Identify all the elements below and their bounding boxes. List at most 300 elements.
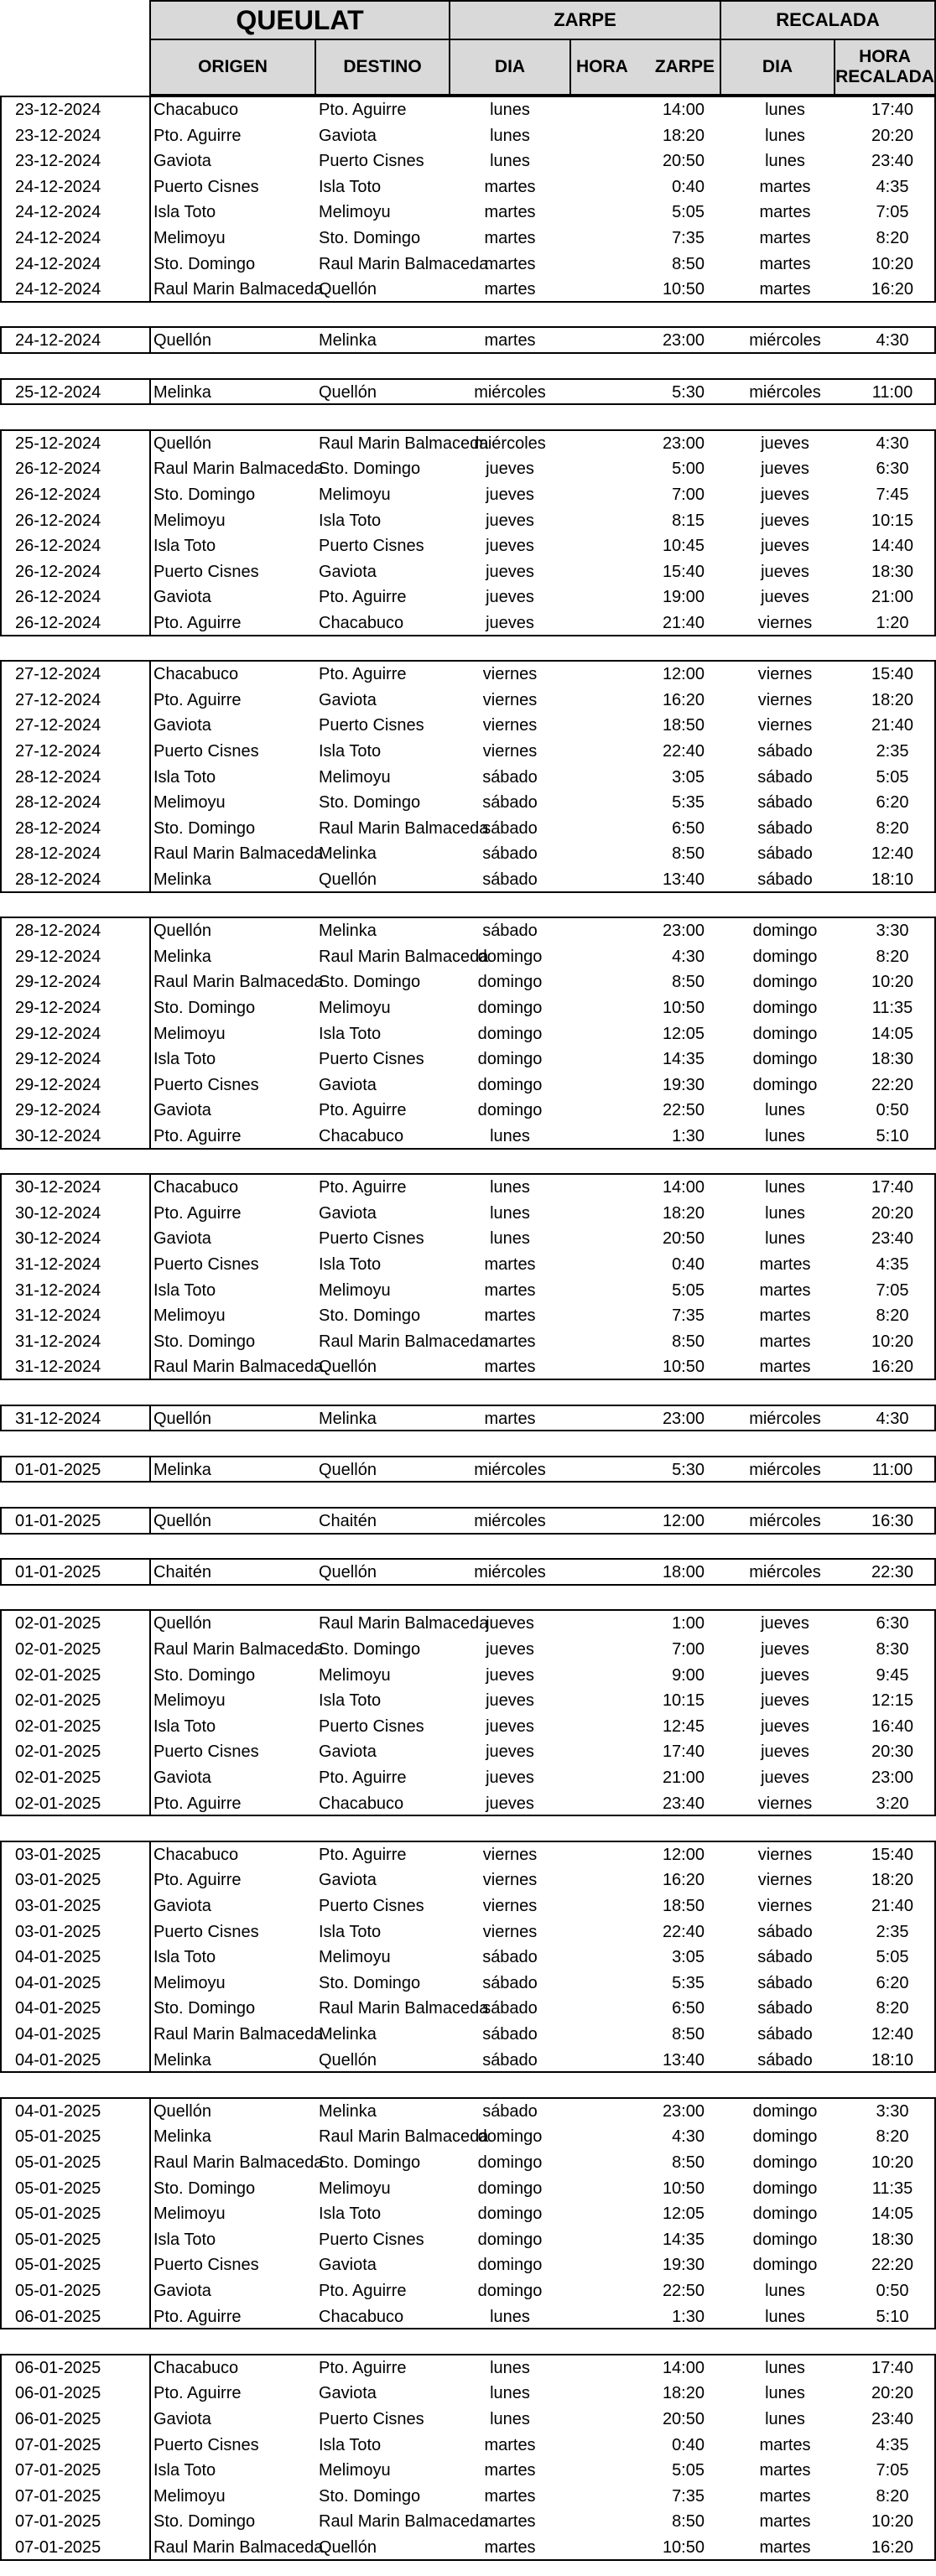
hora-recalada-cell: 8:20 (876, 2127, 909, 2147)
origen-cell: Pto. Aguirre (153, 690, 242, 709)
destino-cell: Sto. Domingo (319, 1639, 421, 1659)
dia-recalada-cell: domingo (752, 998, 818, 1017)
destino-cell: Isla Toto (319, 511, 382, 530)
dia-recalada-cell: jueves (761, 562, 809, 581)
schedule-row (0, 1406, 936, 1432)
dia-zarpe-cell: jueves (486, 588, 534, 607)
origen-cell: Melimoyu (153, 2486, 226, 2506)
hora-zarpe-cell: 1:30 (672, 2307, 705, 2326)
origen-cell: Gaviota (153, 1101, 211, 1120)
date-cell: 02-01-2025 (15, 1742, 101, 1762)
origen-cell: Raul Marin Balmaceda (153, 280, 324, 299)
dia-zarpe-cell: viernes (482, 665, 538, 684)
hora-recalada-cell: 17:40 (871, 101, 914, 119)
dia-zarpe-cell: martes (484, 2486, 536, 2506)
hora-recalada-cell: 10:20 (871, 254, 914, 273)
dia-recalada-cell: miércoles (749, 1563, 821, 1582)
destino-cell: Isla Toto (319, 1024, 382, 1043)
schedule-row (0, 2278, 936, 2304)
schedule-row (0, 431, 936, 457)
hora-recalada-cell: 11:00 (871, 382, 913, 402)
dia-zarpe-cell: sábado (482, 870, 538, 889)
hora-recalada-cell: 14:05 (871, 1024, 914, 1043)
date-cell: 27-12-2024 (15, 741, 101, 761)
hora-recalada-cell: 18:10 (871, 870, 914, 889)
dia-recalada-cell: domingo (752, 922, 818, 941)
schedule-row (0, 995, 936, 1021)
hora-recalada-cell: 7:05 (876, 203, 909, 222)
hora-zarpe-cell: 12:00 (662, 1512, 705, 1530)
origen-cell: Isla Toto (153, 1050, 216, 1069)
dia-recalada-cell: jueves (761, 1614, 809, 1633)
destino-cell: Gaviota (319, 562, 377, 581)
vessel-title: QUEULAT (149, 0, 450, 40)
origen-cell: Puerto Cisnes (153, 1254, 259, 1274)
destino-cell: Pto. Aguirre (319, 1101, 407, 1120)
date-cell: 05-01-2025 (15, 2281, 101, 2300)
schedule-row (0, 2124, 936, 2150)
destino-cell: Isla Toto (319, 1922, 382, 1941)
origen-cell: Pto. Aguirre (153, 1126, 242, 1145)
destino-cell: Chacabuco (319, 1126, 404, 1145)
destino-cell: Raul Marin Balmaceda (319, 254, 489, 273)
trip-group (0, 326, 936, 354)
hora-zarpe-cell: 6:50 (672, 818, 705, 838)
origen-cell: Quellón (153, 922, 211, 941)
hora-zarpe-cell: 4:30 (672, 2127, 705, 2147)
hora-recalada-cell: 17:40 (871, 2358, 914, 2377)
schedule-row (0, 1175, 936, 1201)
dia-recalada-cell: lunes (765, 1101, 805, 1120)
date-cell: 24-12-2024 (15, 331, 101, 351)
date-cell: 07-01-2025 (15, 2461, 101, 2480)
origen-cell: Quellón (153, 2101, 211, 2121)
hora-zarpe-cell: 0:40 (672, 1254, 705, 1274)
dia-zarpe-cell: martes (484, 177, 536, 196)
trip-group (0, 378, 936, 406)
hora-recalada-cell: 16:20 (871, 1358, 914, 1377)
hora-zarpe-cell: 23:00 (662, 331, 705, 351)
dia-recalada-cell: viernes (757, 690, 813, 709)
trip-group (0, 917, 936, 1149)
hora-recalada-cell: 3:30 (876, 2101, 909, 2121)
date-cell: 07-01-2025 (15, 2512, 101, 2532)
dia-zarpe-cell: lunes (490, 1229, 530, 1249)
hora-recalada-cell: 10:20 (871, 2512, 914, 2532)
date-cell: 06-01-2025 (15, 2307, 101, 2326)
dia-recalada-cell: domingo (752, 973, 818, 992)
origen-cell: Raul Marin Balmaceda (153, 1639, 324, 1659)
hora-recalada-cell: 6:20 (876, 793, 909, 813)
hora-recalada-cell: 21:00 (871, 588, 914, 607)
date-cell: 05-01-2025 (15, 2256, 101, 2275)
origen-cell: Quellón (153, 331, 211, 351)
hora-recalada-cell: 18:30 (871, 2230, 914, 2249)
hora-zarpe-cell: 18:20 (662, 1203, 705, 1223)
hora-zarpe-cell: 5:05 (672, 1280, 705, 1300)
destino-cell: Quellón (319, 1563, 377, 1582)
hora-recalada-cell: 4:30 (876, 434, 909, 453)
schedule-row (0, 1072, 936, 1098)
origen-cell: Pto. Aguirre (153, 126, 242, 145)
hora-recalada-cell: 14:05 (871, 2205, 914, 2224)
origen-cell: Puerto Cisnes (153, 562, 259, 581)
origen-cell: Gaviota (153, 2409, 211, 2428)
date-cell: 02-01-2025 (15, 1639, 101, 1659)
origen-cell: Chacabuco (153, 2358, 239, 2377)
origen-cell: Raul Marin Balmaceda (153, 2024, 324, 2044)
hora-zarpe-cell: 8:15 (672, 511, 705, 530)
dia-zarpe-cell: sábado (482, 1999, 538, 2018)
hora-recalada-cell: 18:30 (871, 562, 914, 581)
hora-recalada-cell: 23:40 (871, 1229, 914, 1249)
dia-recalada-cell: martes (759, 229, 811, 247)
origen-cell: Melimoyu (153, 1024, 226, 1043)
date-cell: 26-12-2024 (15, 613, 101, 632)
schedule-row (0, 174, 936, 200)
schedule-row (0, 1354, 936, 1380)
hora-zarpe-cell: 14:00 (662, 101, 705, 119)
schedule-row (0, 1714, 936, 1740)
date-cell: 29-12-2024 (15, 947, 101, 966)
hora-zarpe-cell: 5:05 (672, 203, 705, 222)
date-cell: 28-12-2024 (15, 844, 101, 864)
schedule-row (0, 1560, 936, 1586)
date-cell: 26-12-2024 (15, 588, 101, 607)
schedule-row (0, 2252, 936, 2278)
origen-cell: Isla Toto (153, 1280, 216, 1300)
hora-recalada-cell: 18:30 (871, 1050, 914, 1069)
destino-cell: Isla Toto (319, 2435, 382, 2454)
hora-recalada-cell: 10:20 (871, 2153, 914, 2172)
schedule-row (0, 765, 936, 791)
date-cell: 31-12-2024 (15, 1254, 101, 1274)
hora-zarpe-cell: 7:00 (672, 1639, 705, 1659)
dia-recalada-cell: viernes (757, 716, 813, 735)
origen-cell: Sto. Domingo (153, 1999, 256, 2018)
origen-cell: Sto. Domingo (153, 1332, 256, 1351)
origen-cell: Melimoyu (153, 2205, 226, 2224)
dia-zarpe-cell: lunes (490, 152, 530, 171)
hora-recalada-cell: 12:15 (871, 1691, 914, 1711)
destino-cell: Raul Marin Balmaceda (319, 818, 489, 838)
origen-cell: Pto. Aguirre (153, 2307, 242, 2326)
dia-recalada-cell: sábado (757, 741, 813, 761)
destino-cell: Gaviota (319, 1871, 377, 1890)
dia-recalada-cell: viernes (757, 613, 813, 632)
hora-zarpe-cell: 5:30 (672, 1460, 705, 1479)
origen-cell: Puerto Cisnes (153, 1922, 259, 1941)
hora-recalada-cell: 3:30 (876, 922, 909, 941)
destino-cell: Melimoyu (319, 2179, 391, 2198)
hora-zarpe-cell: 5:00 (672, 460, 705, 479)
destino-cell: Puerto Cisnes (319, 2230, 424, 2249)
hora-zarpe-cell: 0:40 (672, 2435, 705, 2454)
dia-zarpe-cell: domingo (477, 2179, 543, 2198)
trip-group (0, 1558, 936, 1586)
date-cell: 07-01-2025 (15, 2435, 101, 2454)
hora-zarpe-cell: 16:20 (662, 1871, 705, 1890)
destino-cell: Melimoyu (319, 1948, 391, 1967)
origen-cell: Gaviota (153, 1229, 211, 1249)
destino-cell: Melimoyu (319, 1280, 391, 1300)
hora-zarpe-cell: 12:05 (662, 2205, 705, 2224)
origen-cell: Sto. Domingo (153, 254, 256, 273)
hora-zarpe-cell: 4:30 (672, 947, 705, 966)
origen-cell: Isla Toto (153, 203, 216, 222)
dia-recalada-cell: jueves (761, 460, 809, 479)
dia-recalada-cell: viernes (757, 1871, 813, 1890)
date-cell: 28-12-2024 (15, 818, 101, 838)
date-cell: 05-01-2025 (15, 2127, 101, 2147)
dia-zarpe-cell: miércoles (474, 434, 546, 453)
dia-zarpe-cell: jueves (486, 1742, 534, 1762)
destino-cell: Chacabuco (319, 613, 404, 632)
origen-cell: Sto. Domingo (153, 998, 256, 1017)
dia-zarpe-cell: martes (484, 1280, 536, 1300)
hora-recalada-cell: 22:20 (871, 2256, 914, 2275)
hora-recalada-cell: 17:40 (871, 1178, 914, 1197)
origen-cell: Melimoyu (153, 1306, 226, 1326)
dia-zarpe-cell: domingo (477, 1075, 543, 1094)
hora-zarpe-cell: 8:50 (672, 973, 705, 992)
date-cell: 31-12-2024 (15, 1306, 101, 1326)
date-cell: 04-01-2025 (15, 1999, 101, 2018)
hora-zarpe-cell: 20:50 (662, 1229, 705, 1249)
hora-zarpe-cell: 18:20 (662, 2384, 705, 2403)
origen-cell: Chacabuco (153, 1178, 239, 1197)
destino-cell: Puerto Cisnes (319, 1716, 424, 1736)
schedule-row (0, 2535, 936, 2561)
dia-zarpe-cell: jueves (486, 1665, 534, 1685)
dia-recalada-cell: domingo (752, 2127, 818, 2147)
date-cell: 24-12-2024 (15, 229, 101, 247)
dia-recalada-cell: jueves (761, 1742, 809, 1762)
dia-recalada-cell: sábado (757, 767, 813, 787)
hora-recalada-cell: 8:20 (876, 818, 909, 838)
destino-cell: Puerto Cisnes (319, 537, 424, 556)
destino-cell: Quellón (319, 280, 377, 299)
origen-cell: Puerto Cisnes (153, 2435, 259, 2454)
origen-cell: Melimoyu (153, 229, 226, 247)
destino-cell: Chaitén (319, 1512, 377, 1530)
origen-cell: Puerto Cisnes (153, 1075, 259, 1094)
schedule-row (0, 1971, 936, 1997)
dia-recalada-cell: martes (759, 1280, 811, 1300)
origen-cell: Melimoyu (153, 511, 226, 530)
dia-zarpe-cell: sábado (482, 767, 538, 787)
date-cell: 25-12-2024 (15, 434, 101, 453)
schedule-row (0, 944, 936, 970)
date-cell: 01-01-2025 (15, 1512, 101, 1530)
dia-recalada-cell: domingo (752, 1050, 818, 1069)
hora-zarpe-cell: 3:05 (672, 1948, 705, 1967)
destino-cell: Quellón (319, 382, 377, 402)
dia-recalada-cell: domingo (752, 2230, 818, 2249)
hora-recalada-cell: 16:30 (871, 1512, 914, 1530)
hora-zarpe-cell: 14:00 (662, 1178, 705, 1197)
dia-zarpe-cell: jueves (486, 511, 534, 530)
destino-cell: Melimoyu (319, 998, 391, 1017)
hora-zarpe-cell: 6:50 (672, 1999, 705, 2018)
hora-zarpe-cell: 23:00 (662, 922, 705, 941)
hora-recalada-cell: 21:40 (871, 716, 914, 735)
dia-zarpe-cell: domingo (477, 2230, 543, 2249)
hora-zarpe-cell: 8:50 (672, 2024, 705, 2044)
origen-cell: Melimoyu (153, 1691, 226, 1711)
hora-recalada-cell: 11:35 (871, 998, 913, 1017)
dia-zarpe-cell: martes (484, 280, 536, 299)
dia-recalada-cell: miércoles (749, 382, 821, 402)
dia-recalada-cell: lunes (765, 1178, 805, 1197)
hora-zarpe-cell: 19:30 (662, 2256, 705, 2275)
dia-recalada-cell: lunes (765, 2358, 805, 2377)
origen-cell: Chacabuco (153, 101, 239, 119)
destino-cell: Gaviota (319, 690, 377, 709)
hora-recalada-cell: 7:05 (876, 2461, 909, 2480)
dia-zarpe-cell: jueves (486, 1614, 534, 1633)
schedule-row (0, 1893, 936, 1919)
origen-cell: Isla Toto (153, 1716, 216, 1736)
dia-zarpe-cell: jueves (486, 485, 534, 504)
schedule-row (0, 816, 936, 842)
hora-recalada-cell: 6:20 (876, 1973, 909, 1992)
hora-recalada-cell: 8:20 (876, 2486, 909, 2506)
hora-recalada-cell: 5:10 (876, 1126, 909, 1145)
dia-recalada-cell: lunes (765, 1126, 805, 1145)
destino-cell: Quellón (319, 870, 377, 889)
dia-zarpe-cell: sábado (482, 844, 538, 864)
date-cell: 04-01-2025 (15, 2101, 101, 2121)
dia-recalada-cell: miércoles (749, 1512, 821, 1530)
hora-zarpe-cell: 13:40 (662, 870, 705, 889)
hora-zarpe-cell: 8:50 (672, 2153, 705, 2172)
trip-group (0, 1507, 936, 1535)
dia-recalada-cell: domingo (752, 2179, 818, 2198)
dia-zarpe-cell: sábado (482, 2024, 538, 2044)
dia-recalada-cell: sábado (757, 1922, 813, 1941)
origen-cell: Sto. Domingo (153, 485, 256, 504)
hora-zarpe-cell: 3:05 (672, 767, 705, 787)
schedule-row (0, 918, 936, 944)
hora-recalada-cell: 20:20 (871, 1203, 914, 1223)
date-cell: 04-01-2025 (15, 1973, 101, 1992)
date-cell: 29-12-2024 (15, 973, 101, 992)
schedule-row (0, 1867, 936, 1893)
dia-zarpe-cell: lunes (490, 2307, 530, 2326)
origen-cell: Sto. Domingo (153, 818, 256, 838)
hora-recalada-cell: 11:35 (871, 2179, 913, 2198)
dia-zarpe-cell: martes (484, 2435, 536, 2454)
origen-cell: Quellón (153, 1409, 211, 1428)
trip-group (0, 2097, 936, 2329)
dia-recalada-cell: lunes (765, 126, 805, 145)
hora-recalada-cell: 0:50 (876, 2281, 909, 2300)
dia-zarpe-cell: domingo (477, 947, 543, 966)
trip-group (0, 2354, 936, 2561)
destino-cell: Gaviota (319, 1742, 377, 1762)
hora-zarpe-cell: 10:50 (662, 280, 705, 299)
dia-recalada-cell: lunes (765, 1203, 805, 1223)
date-cell: 28-12-2024 (15, 922, 101, 941)
date-cell: 26-12-2024 (15, 460, 101, 479)
date-cell: 29-12-2024 (15, 1050, 101, 1069)
origen-cell: Pto. Aguirre (153, 1794, 242, 1813)
hora-zarpe-cell: 10:50 (662, 2537, 705, 2557)
hora-recalada-cell: 15:40 (871, 1845, 914, 1864)
trip-group (0, 1173, 936, 1380)
dia-recalada-cell: lunes (765, 2384, 805, 2403)
dia-recalada-cell: martes (759, 177, 811, 196)
hora-recalada-cell: 20:20 (871, 2384, 914, 2403)
dia-recalada-cell: domingo (752, 1024, 818, 1043)
origen-cell: Sto. Domingo (153, 1665, 256, 1685)
date-cell: 03-01-2025 (15, 1896, 101, 1915)
hora-recalada-cell: 16:20 (871, 2537, 914, 2557)
schedule-row (0, 123, 936, 149)
dia-zarpe-cell: sábado (482, 2050, 538, 2070)
destino-cell: Sto. Domingo (319, 2153, 421, 2172)
dia-recalada-cell: sábado (757, 793, 813, 813)
date-cell: 02-01-2025 (15, 1614, 101, 1633)
date-cell: 29-12-2024 (15, 1101, 101, 1120)
origen-cell: Quellón (153, 1614, 211, 1633)
schedule-row (0, 2099, 936, 2125)
dia-zarpe-cell: martes (484, 1254, 536, 1274)
schedule-row (0, 1765, 936, 1791)
date-cell: 31-12-2024 (15, 1280, 101, 1300)
dia-zarpe-cell: viernes (482, 1845, 538, 1864)
date-cell: 02-01-2025 (15, 1794, 101, 1813)
date-cell: 28-12-2024 (15, 793, 101, 813)
hora-zarpe-cell: 8:50 (672, 1332, 705, 1351)
dia-zarpe-cell: viernes (482, 1871, 538, 1890)
destino-cell: Gaviota (319, 1075, 377, 1094)
hora-zarpe-cell: 18:20 (662, 126, 705, 145)
date-cell: 05-01-2025 (15, 2179, 101, 2198)
hora-recalada-cell: 4:35 (876, 177, 909, 196)
date-cell: 02-01-2025 (15, 1716, 101, 1736)
schedule-row (0, 252, 936, 278)
hora-zarpe-cell: 13:40 (662, 2050, 705, 2070)
zarpe-label: ZARPE (654, 57, 715, 76)
origen-cell: Sto. Domingo (153, 2179, 256, 2198)
hora-zarpe-cell: 9:00 (672, 1665, 705, 1685)
hora-recalada-cell: 8:20 (876, 229, 909, 247)
hora-recalada-cell: 5:05 (876, 767, 909, 787)
date-cell: 01-01-2025 (15, 1460, 101, 1479)
dia-recalada-cell: sábado (757, 1948, 813, 1967)
schedule-row (0, 508, 936, 534)
dia-zarpe-cell: martes (484, 1358, 536, 1377)
hora-zarpe-cell: 5:30 (672, 382, 705, 402)
dia-recalada-cell: martes (759, 1254, 811, 1274)
dia-zarpe-cell: jueves (486, 613, 534, 632)
dia-recalada-cell: jueves (761, 1665, 809, 1685)
date-cell: 05-01-2025 (15, 2153, 101, 2172)
destino-cell: Isla Toto (319, 1254, 382, 1274)
destino-cell: Melinka (319, 844, 377, 864)
hora-zarpe-cell: 16:20 (662, 690, 705, 709)
hora-label: HORA (576, 57, 628, 76)
dia-zarpe-cell: martes (484, 2512, 536, 2532)
destino-cell: Puerto Cisnes (319, 152, 424, 171)
schedule-row (0, 226, 936, 252)
hora-recalada-cell: 15:40 (871, 665, 914, 684)
destino-cell: Melimoyu (319, 2461, 391, 2480)
dia-zarpe-cell: martes (484, 229, 536, 247)
dia-recalada-cell: miércoles (749, 1460, 821, 1479)
